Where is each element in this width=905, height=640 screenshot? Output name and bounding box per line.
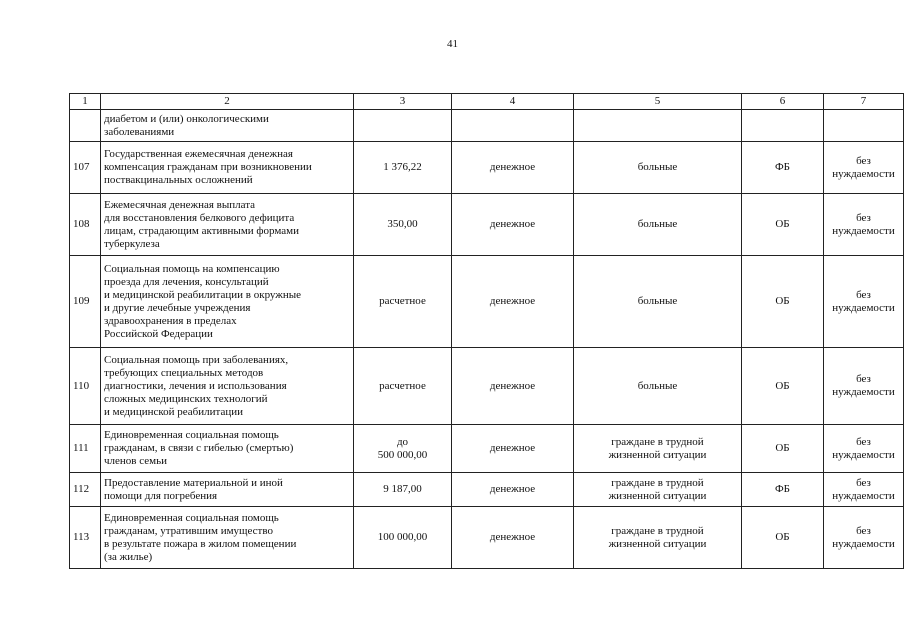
benefit-name-line: диагностики, лечения и использования: [104, 379, 287, 392]
benefit-recipients-line: жизненной ситуации: [608, 537, 707, 550]
funding-source: ФБ: [742, 142, 824, 194]
benefit-name-line: помощи для погребения: [104, 489, 218, 502]
benefit-amount-line: до: [396, 435, 409, 448]
benefit-name-line: проезда для лечения, консультаций: [104, 275, 269, 288]
benefit-recipients-line: граждане в трудной: [611, 435, 704, 448]
benefit-amount: [354, 256, 452, 348]
benefit-amount: [354, 425, 452, 473]
benefit-recipients-line: больные: [637, 218, 678, 230]
benefit-name-line: сложных медицинских технологий: [104, 392, 268, 405]
benefit-recipients-line: больные: [637, 161, 678, 173]
benefit-condition-line: без: [856, 288, 871, 301]
benefit-form: денежное: [452, 348, 574, 425]
column-header: 2: [101, 94, 354, 110]
benefit-name: [101, 256, 354, 348]
benefit-amount: [354, 194, 452, 256]
benefit-condition: [824, 142, 904, 194]
benefit-recipients-line: жизненной ситуации: [608, 448, 707, 461]
table-row: [70, 348, 904, 425]
benefit-name-line: и медицинской реабилитации в окружные: [104, 288, 302, 301]
table-row: [70, 142, 904, 194]
benefit-name: [101, 425, 354, 473]
benefit-form: денежное: [452, 194, 574, 256]
funding-source: ОБ: [742, 425, 824, 473]
benefit-name-line: гражданам, в связи с гибелью (смертью): [104, 442, 294, 454]
table-row: [70, 256, 904, 348]
page-number: 41: [447, 38, 458, 50]
benefit-recipients-line: граждане в трудной: [611, 476, 704, 489]
benefit-recipients: [574, 348, 742, 425]
benefit-form: [452, 110, 574, 142]
column-header: 6: [742, 94, 824, 110]
benefit-condition-line: без: [856, 211, 871, 224]
funding-source: ОБ: [742, 256, 824, 348]
benefit-condition: [824, 256, 904, 348]
benefit-condition: [824, 425, 904, 473]
table-row: [70, 194, 904, 256]
benefit-name-line: заболеваниями: [104, 125, 175, 138]
benefit-condition-line: нуждаемости: [832, 301, 895, 314]
benefit-form: денежное: [452, 473, 574, 507]
benefit-name-line: компенсация гражданам при возникновении: [104, 161, 312, 173]
benefit-amount-line: 100 000,00: [377, 531, 428, 543]
benefit-amount: [354, 507, 452, 569]
benefit-name-line: Социальная помощь на компенсацию: [104, 262, 280, 275]
benefit-name-line: Государственная ежемесячная денежная: [104, 148, 293, 160]
benefit-form: денежное: [452, 256, 574, 348]
benefit-condition-line: нуждаемости: [832, 386, 895, 398]
benefit-name: [101, 142, 354, 194]
benefit-name-line: для восстановления белкового дефицита: [104, 211, 295, 224]
benefit-name-line: здравоохранения в пределах: [104, 314, 237, 327]
benefit-condition: [824, 110, 904, 142]
table-row: [70, 110, 904, 142]
benefit-recipients: [574, 425, 742, 473]
benefit-condition: [824, 473, 904, 507]
row-number: 113: [70, 507, 101, 569]
benefit-recipients: [574, 507, 742, 569]
benefit-condition: [824, 194, 904, 256]
funding-source: ФБ: [742, 473, 824, 507]
benefit-name-line: Единовременная социальная помощь: [104, 429, 279, 441]
benefit-name: [101, 473, 354, 507]
benefit-name-line: членов семьи: [104, 455, 167, 467]
funding-source: ОБ: [742, 348, 824, 425]
benefit-condition-line: нуждаемости: [832, 224, 895, 237]
row-number: 109: [70, 256, 101, 348]
benefit-name-line: лицам, страдающим активными формами: [104, 224, 299, 237]
column-header: 7: [824, 94, 904, 110]
benefit-condition-line: без: [856, 154, 871, 167]
benefit-form: денежное: [452, 142, 574, 194]
benefit-recipients: [574, 142, 742, 194]
column-header: 5: [574, 94, 742, 110]
benefit-amount: [354, 142, 452, 194]
benefit-name: [101, 507, 354, 569]
benefit-name-line: Предоставление материальной и иной: [104, 476, 283, 489]
benefit-amount-line: 9 187,00: [383, 483, 422, 495]
benefit-name-line: требующих специальных методов: [104, 366, 264, 379]
benefit-recipients: [574, 194, 742, 256]
column-number-row: [70, 94, 904, 110]
benefit-name-line: Ежемесячная денежная выплата: [104, 198, 256, 211]
benefit-condition-line: нуждаемости: [832, 167, 895, 180]
row-number: 112: [70, 473, 101, 507]
funding-source: ОБ: [742, 194, 824, 256]
benefit-condition-line: нуждаемости: [832, 489, 895, 502]
benefit-recipients-line: больные: [637, 379, 678, 392]
table-row: [70, 473, 904, 507]
benefit-condition-line: без: [856, 373, 871, 385]
benefit-form: денежное: [452, 507, 574, 569]
funding-source: ОБ: [742, 507, 824, 569]
benefit-amount-line: 500 000,00: [377, 448, 428, 461]
benefit-condition: [824, 348, 904, 425]
funding-source: [742, 110, 824, 142]
benefit-amount-line: 350,00: [387, 218, 418, 230]
benefit-name-line: Социальная помощь при заболеваниях,: [104, 353, 289, 366]
row-number: 107: [70, 142, 101, 194]
benefit-recipients-line: больные: [637, 295, 678, 307]
table-row: [70, 507, 904, 569]
benefit-condition-line: без: [856, 476, 871, 489]
benefit-name-line: Российской Федерации: [104, 327, 213, 340]
benefit-recipients-line: граждане в трудной: [611, 524, 704, 537]
row-number: 108: [70, 194, 101, 256]
benefit-name-line: и медицинской реабилитации: [104, 405, 244, 418]
benefit-amount: [354, 473, 452, 507]
column-header: 4: [452, 94, 574, 110]
benefit-amount-line: расчетное: [379, 379, 426, 392]
benefit-name-line: гражданам, утратившим имущество: [104, 524, 273, 537]
benefit-name-line: туберкулеза: [104, 237, 160, 250]
benefit-recipients-line: жизненной ситуации: [608, 489, 707, 502]
table-row: [70, 425, 904, 473]
benefit-name-line: диабетом и (или) онкологическими: [104, 112, 269, 125]
benefit-name: [101, 110, 354, 142]
benefit-condition: [824, 507, 904, 569]
row-number: [70, 110, 101, 142]
benefit-condition-line: без: [856, 435, 871, 448]
benefit-name-line: поствакцинальных осложнений: [104, 174, 253, 186]
table-body: [70, 110, 904, 569]
benefit-amount: [354, 110, 452, 142]
benefit-name-line: (за жилье): [104, 550, 153, 563]
benefit-name-line: в результате пожара в жилом помещении: [104, 537, 297, 550]
benefit-amount-line: расчетное: [379, 295, 426, 307]
benefit-recipients: [574, 110, 742, 142]
benefit-condition-line: нуждаемости: [832, 448, 895, 461]
column-header: 1: [70, 94, 101, 110]
benefit-amount: [354, 348, 452, 425]
benefit-name-line: и другие лечебные учреждения: [104, 301, 251, 314]
column-header: 3: [354, 94, 452, 110]
benefit-name: [101, 194, 354, 256]
benefit-recipients: [574, 473, 742, 507]
row-number: 110: [70, 348, 101, 425]
benefits-table: [69, 93, 904, 569]
benefit-recipients: [574, 256, 742, 348]
benefit-condition-line: нуждаемости: [832, 537, 895, 550]
benefit-condition-line: без: [856, 524, 871, 537]
benefit-form: денежное: [452, 425, 574, 473]
row-number: 111: [70, 425, 101, 473]
benefit-name: [101, 348, 354, 425]
benefit-name-line: Единовременная социальная помощь: [104, 511, 279, 524]
benefit-amount-line: 1 376,22: [383, 161, 422, 173]
